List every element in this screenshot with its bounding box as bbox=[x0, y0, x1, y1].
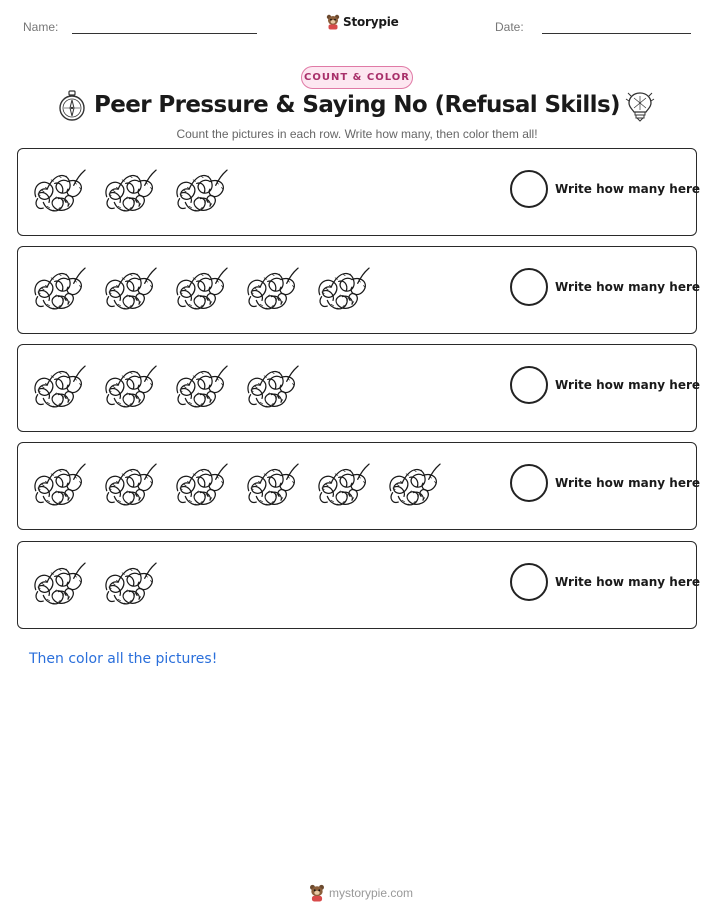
worksheet-title: Peer Pressure & Saying No (Refusal Skills) bbox=[94, 92, 620, 118]
knotted-rope-icon bbox=[314, 457, 371, 513]
knotted-rope-icon bbox=[243, 457, 300, 513]
activity-badge: COUNT & COLOR bbox=[301, 66, 413, 89]
knotted-rope-icon bbox=[101, 261, 158, 317]
knotted-rope-icon bbox=[30, 261, 87, 317]
picture-group bbox=[30, 163, 243, 219]
knotted-rope-icon bbox=[101, 556, 158, 612]
answer-label: Write how many here bbox=[555, 280, 701, 294]
answer-label: Write how many here bbox=[555, 476, 701, 490]
knotted-rope-icon bbox=[172, 261, 229, 317]
date-label: Date: bbox=[495, 20, 524, 34]
knotted-rope-icon bbox=[101, 163, 158, 219]
answer-label: Write how many here bbox=[555, 182, 701, 196]
date-line bbox=[542, 33, 691, 34]
instructions: Count the pictures in each row. Write how many, then color them all! bbox=[176, 127, 538, 141]
counting-row bbox=[17, 246, 701, 334]
knotted-rope-icon bbox=[30, 457, 87, 513]
knotted-rope-icon bbox=[172, 359, 229, 415]
knotted-rope-icon bbox=[101, 359, 158, 415]
answer-circle[interactable] bbox=[510, 563, 548, 601]
answer-label: Write how many here bbox=[555, 378, 701, 392]
name-line bbox=[72, 33, 257, 34]
answer-circle[interactable] bbox=[510, 366, 548, 404]
answer-circle[interactable] bbox=[510, 170, 548, 208]
lightbulb-icon bbox=[625, 90, 655, 122]
answer-label: Write how many here bbox=[555, 575, 701, 589]
knotted-rope-icon bbox=[314, 261, 371, 317]
footer-site: mystorypie.com bbox=[329, 886, 414, 900]
coloring-instruction: Then color all the pictures! bbox=[29, 651, 218, 667]
counting-row bbox=[17, 442, 701, 530]
worksheet-header bbox=[0, 14, 714, 44]
brand-name: Storypie bbox=[343, 15, 399, 29]
knotted-rope-icon bbox=[30, 163, 87, 219]
knotted-rope-icon bbox=[385, 457, 442, 513]
knotted-rope-icon bbox=[30, 359, 87, 415]
knotted-rope-icon bbox=[172, 457, 229, 513]
brand-logo bbox=[326, 14, 399, 30]
counting-row bbox=[17, 344, 701, 432]
answer-circle[interactable] bbox=[510, 464, 548, 502]
bear-mascot-icon bbox=[309, 884, 325, 902]
knotted-rope-icon bbox=[30, 556, 87, 612]
knotted-rope-icon bbox=[172, 163, 229, 219]
knotted-rope-icon bbox=[243, 359, 300, 415]
counting-row bbox=[17, 148, 701, 236]
answer-circle[interactable] bbox=[510, 268, 548, 306]
picture-group bbox=[30, 556, 172, 612]
counting-row bbox=[17, 541, 701, 629]
picture-group bbox=[30, 457, 456, 513]
bear-mascot-icon bbox=[326, 14, 340, 30]
knotted-rope-icon bbox=[101, 457, 158, 513]
name-label: Name: bbox=[23, 20, 59, 34]
knotted-rope-icon bbox=[243, 261, 300, 317]
picture-group bbox=[30, 359, 314, 415]
picture-group bbox=[30, 261, 385, 317]
footer bbox=[309, 884, 413, 902]
